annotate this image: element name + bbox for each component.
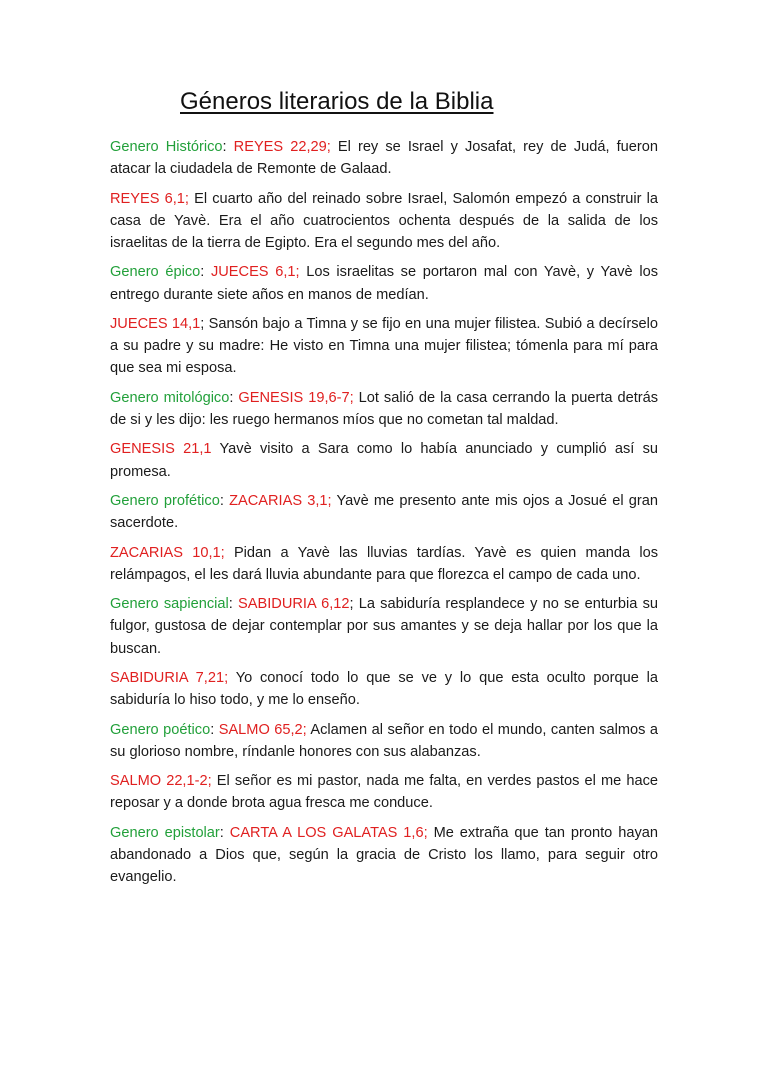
paragraph: [110, 667, 658, 711]
genre-label: Genero mitológico: [110, 389, 230, 406]
paragraph-text: El señor es mi pastor, nada me falta, en verdes pastos el me hace reposar y a donde brota agua fresca me conduce.: [110, 773, 658, 812]
bible-reference: GENESIS 21,1: [110, 441, 212, 458]
paragraph: [110, 387, 658, 431]
document-body: [110, 136, 658, 896]
bible-reference: SALMO 22,1-2;: [110, 773, 212, 790]
paragraph: [110, 313, 658, 380]
bible-reference: CARTA A LOS GALATAS 1,6;: [229, 824, 428, 841]
paragraph: [110, 542, 658, 586]
paragraph: [110, 136, 658, 180]
paragraph: [110, 188, 658, 255]
paragraph-text: :: [222, 139, 234, 155]
genre-label: Genero profético: [110, 492, 220, 509]
genre-label: Genero épico: [110, 264, 201, 281]
bible-reference: REYES 6,1;: [110, 190, 189, 207]
paragraph: [110, 438, 658, 482]
paragraph-text: Lot salió de la casa cerrando la puerta detrás de si y les dijo: les ruego hermanos míos que no cometan tal maldad.: [110, 389, 659, 428]
paragraph-text: ; La sabiduría resplandece y no se enturbia su fulgor, gustosa de dejar contemplar por sus amantes y se deja hallar por los que la buscan.: [110, 596, 658, 657]
genre-label: Genero Histórico: [110, 139, 223, 155]
bible-reference: JUECES 14,1: [110, 315, 201, 332]
genre-label: Genero sapiencial: [110, 596, 229, 613]
paragraph-text: Yo conocí todo lo que se ve y lo que esta oculto porque la sabiduría lo hiso todo, y me lo enseño.: [110, 669, 659, 709]
bible-reference: SABIDURIA 6,12: [238, 596, 350, 613]
bible-reference: JUECES 6,1;: [210, 264, 300, 281]
paragraph: [110, 261, 658, 305]
genre-label: Genero poético: [110, 721, 211, 738]
paragraph-text: :: [228, 596, 239, 613]
paragraph: [110, 822, 658, 889]
paragraph: [110, 490, 658, 534]
paragraph-text: :: [229, 389, 239, 406]
paragraph-text: :: [219, 824, 230, 841]
bible-reference: SABIDURIA 7,21;: [110, 669, 229, 686]
bible-reference: ZACARIAS 10,1;: [110, 544, 225, 561]
document-title: Géneros literarios de la Biblia: [180, 88, 494, 115]
paragraph-text: Me extraña que tan pronto hayan abandonado a Dios que, según la gracia de Cristo los llamo, para seguir otro evangelio.: [110, 824, 659, 886]
paragraph-text: El rey se Israel y Josafat, rey de Judá, fueron atacar la ciudadela de Remonte de Galaad.: [110, 139, 658, 178]
bible-reference: REYES 22,29;: [233, 139, 331, 155]
paragraph-text: Yavè visito a Sara como lo había anunciado y cumplió así su promesa.: [110, 441, 659, 480]
paragraph-text: Los israelitas se portaron mal con Yavè, y Yavè los entrego durante siete años en manos de medían.: [110, 264, 658, 303]
paragraph-text: :: [200, 264, 211, 281]
paragraph: [110, 719, 658, 763]
paragraph-text: Yavè me presento ante mis ojos a Josué el gran sacerdote.: [110, 492, 658, 532]
bible-reference: SALMO 65,2;: [218, 721, 307, 738]
paragraph-text: ; Sansón bajo a Timna y se fijo en una mujer filistea. Subió a decírselo a su padre y su madre: He visto en Timna una mujer filistea; tómenla para mí para que sea mi esposa.: [110, 315, 658, 377]
paragraph-text: :: [210, 721, 219, 738]
bible-reference: GENESIS 19,6-7;: [238, 389, 354, 406]
paragraph-text: El cuarto año del reinado sobre Israel, Salomón empezó a construir la casa de Yavè. Era el año cuatrocientos ochenta después de la salida de los israelitas de la tierra de Egipto. Era el segundo mes del año.: [110, 190, 658, 251]
bible-reference: ZACARIAS 3,1;: [229, 492, 332, 509]
paragraph-text: Aclamen al señor en todo el mundo, canten salmos a su glorioso nombre, ríndanle honores con sus alabanzas.: [110, 721, 658, 760]
paragraph: [110, 593, 658, 660]
paragraph-text: Pidan a Yavè las lluvias tardías. Yavè es quien manda los relámpagos, el les dará lluvia abundante para que florezca el campo de cada uno.: [110, 544, 659, 583]
genre-label: Genero epistolar: [110, 824, 220, 841]
paragraph: [110, 770, 658, 814]
paragraph-text: :: [219, 492, 230, 509]
